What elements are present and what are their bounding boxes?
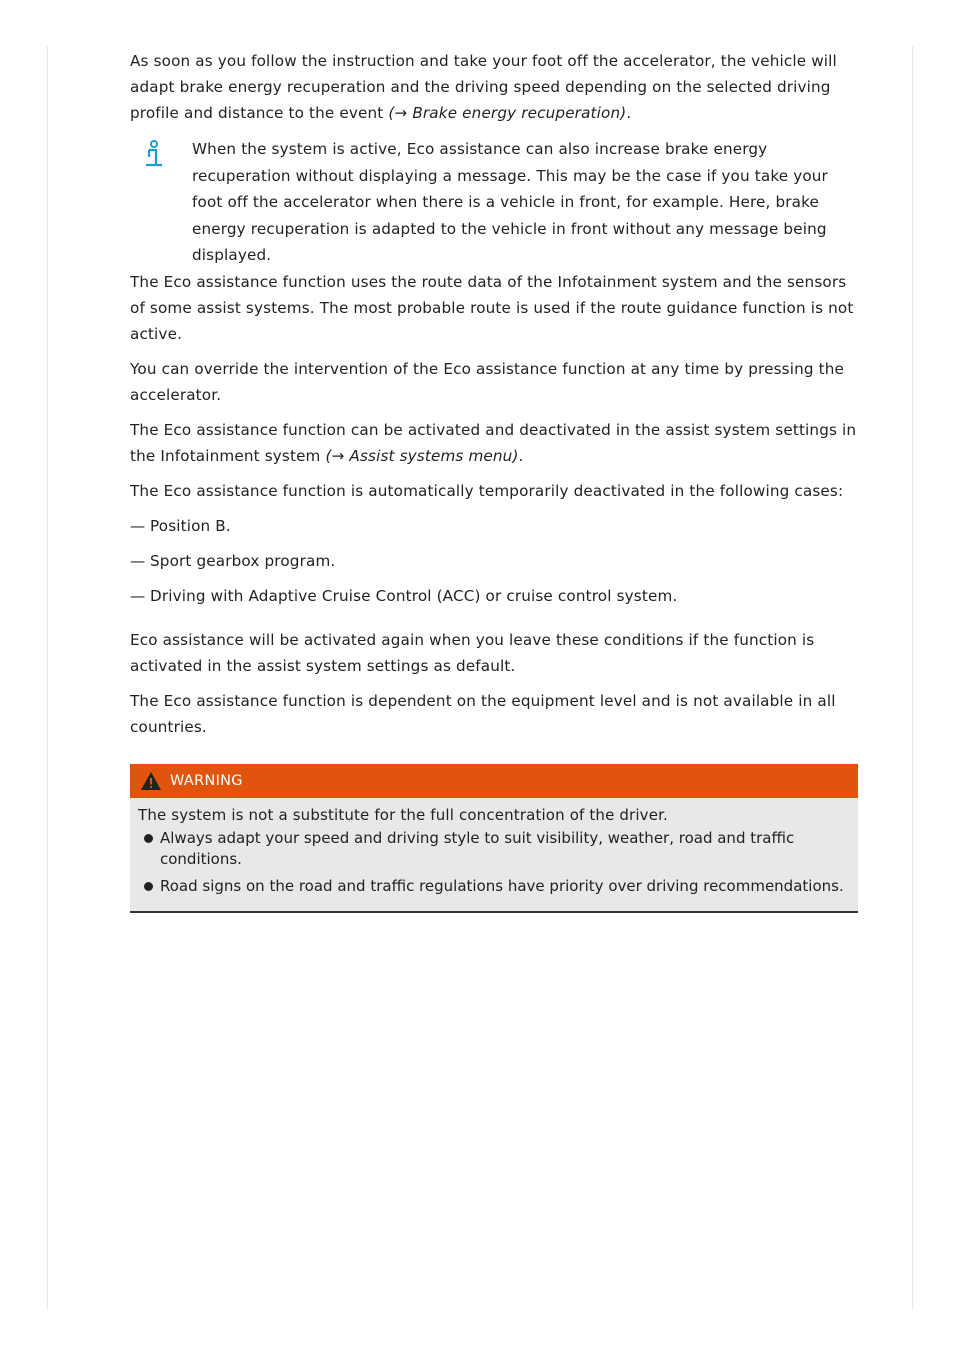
bullet-icon (144, 834, 153, 843)
info-note-text: When the system is active, Eco assistance can also increase brake energy recuperation without displaying a message. This may be the case if you take your foot off the accelerator when there is a vehicle in front, for example. Here, brake energy recuperation is adapted to the vehicle in front without any message being displayed. (192, 140, 828, 264)
list-item (130, 583, 860, 609)
page-content (130, 48, 860, 913)
paragraph-route-data: The Eco assistance function uses the route data of the Infotainment system and the sensors of some assist systems. The most probable route is used if the route guidance function is not active. (130, 272, 854, 343)
dash-marker: — (130, 586, 146, 605)
case-text: Sport gearbox program. (150, 551, 336, 570)
paragraph-availability: The Eco assistance function is dependent on the equipment level and is not available in all countries. (130, 691, 836, 736)
info-person-icon (142, 140, 166, 170)
paragraph-intro-text: As soon as you follow the instruction and take your foot off the accelerator, the vehicle will adapt brake energy recuperation and the driving speed depending on the selected driving profile and distance to the event (130, 52, 837, 122)
link-assist-systems-menu[interactable]: (→ Assist systems menu) (325, 446, 519, 465)
list-item (130, 548, 860, 574)
warning-title: WARNING (170, 772, 243, 789)
dash-marker: — (130, 551, 146, 570)
paragraph-intro (130, 48, 860, 126)
list-item (138, 828, 850, 870)
warning-box (130, 764, 858, 913)
warning-triangle-icon (140, 771, 162, 791)
paragraph-reactivation: Eco assistance will be activated again when you leave these conditions if the function is activated in the assist system settings as default. (130, 630, 815, 675)
paragraph-deactivation-cases: The Eco assistance function is automatically temporarily deactivated in the following cases: (130, 481, 844, 500)
dash-marker: — (130, 516, 146, 535)
left-margin-rule (47, 46, 48, 1310)
list-item (130, 513, 860, 539)
bullet-icon (144, 882, 153, 891)
link-brake-energy-recuperation[interactable]: (→ Brake energy recuperation) (388, 104, 627, 122)
warning-lead: The system is not a substitute for the full concentration of the driver. (138, 805, 668, 824)
paragraph-intro-period: . (626, 104, 632, 122)
bullet-text: Always adapt your speed and driving style to suit visibility, weather, road and traffic conditions. (160, 828, 795, 868)
warning-header (130, 764, 858, 798)
case-text: Position B. (150, 516, 231, 535)
paragraph-override: You can override the intervention of the Eco assistance function at any time by pressing the accelerator. (130, 359, 845, 404)
paragraph-activation-period: . (518, 446, 524, 465)
case-text: Driving with Adaptive Cruise Control (ACC) or cruise control system. (150, 586, 678, 605)
warning-body (130, 798, 858, 911)
info-note (130, 136, 860, 269)
deactivation-case-list (130, 513, 860, 609)
paragraph-activation (130, 417, 860, 469)
list-item (138, 876, 850, 897)
warning-bullet-list (138, 828, 850, 897)
bullet-text: Road signs on the road and traffic regulations have priority over driving recommendations. (160, 876, 844, 895)
right-margin-rule (912, 46, 913, 1310)
paragraph-activation-text: The Eco assistance function can be activated and deactivated in the assist system settings in the Infotainment system (130, 420, 857, 465)
